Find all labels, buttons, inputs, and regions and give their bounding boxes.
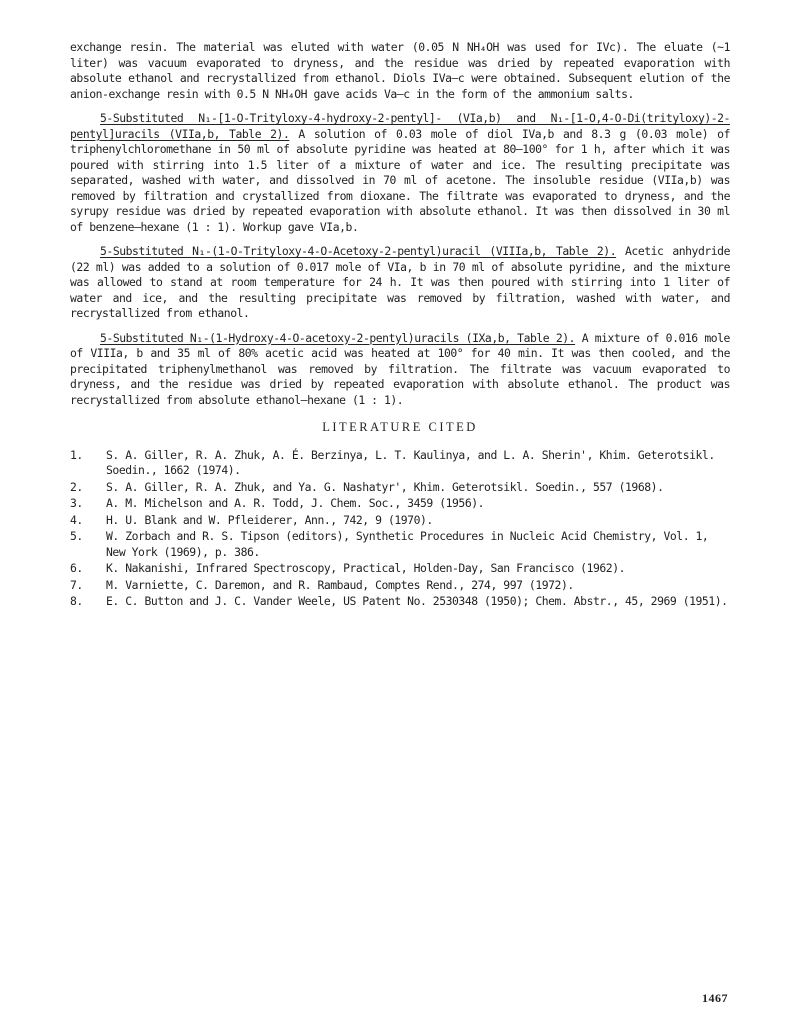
reference-number: 6. <box>70 561 83 575</box>
paragraph-continuation: exchange resin. The material was eluted with water (0.05 N NH₄OH was used for IVc). The eluate (~1 liter) was vacuum evaporated to dryness, and the residue was dried by repeated evaporation with absolute ethanol and recrystallized from ethanol. Diols IVa–c were obtained. Subsequent elution of the anion-exchange resin with 0.5 N NH₄OH gave acids Va–c in the form of the ammonium salts. <box>70 40 730 101</box>
reference-item <box>70 448 730 479</box>
procedure-title-vi-vii: 5-Substituted N₁-[1-O-Trityloxy-4-hydroxy-2-pentyl]- (VIa,b) and N₁-[1-O,4-O-Di(trityloxy)-2-pentyl]uracils (VIIa,b, Table 2). <box>70 111 730 141</box>
reference-number: 8. <box>70 594 83 608</box>
reference-item <box>70 578 730 594</box>
procedure-body-vi-vii: A solution of 0.03 mole of diol IVa,b and 8.3 g (0.03 mole) of triphenylchloromethane in 50 ml of absolute pyridine was heated at 80–100° for 1 h, after which it was poured with stirring into 1.5 liter of a mixture of water and ice. The resulting precipitate was separated, washed with water, and dissolved in 70 ml of acetone. The insoluble residue (VIIa,b) was removed by filtration and crystallized from dioxane. The filtrate was evaporated to dryness, and the syrupy residue was dried by repeated evaporation with absolute ethanol. It was then dissolved in 30 ml of benzene–hexane (1 : 1). Workup gave VIa,b. <box>70 126 730 234</box>
reference-text: S. A. Giller, R. A. Zhuk, and Ya. G. Nashatyr', Khim. Geterotsikl. Soedin., 557 (1968). <box>106 479 664 494</box>
reference-text: S. A. Giller, R. A. Zhuk, A. É. Berzinya, L. T. Kaulinya, and L. A. Sherin', Khim. Geterotsikl. Soedin., 1662 (1974). <box>106 447 715 477</box>
page-body <box>70 40 730 611</box>
reference-text: K. Nakanishi, Infrared Spectroscopy, Practical, Holden-Day, San Francisco (1962). <box>106 561 626 575</box>
paragraph-procedure-ix <box>70 331 730 409</box>
reference-number: 1. <box>70 447 83 462</box>
literature-cited-heading: LITERATURE CITED <box>322 420 478 434</box>
reference-text: H. U. Blank and W. Pfleiderer, Ann., 742, 9 (1970). <box>106 512 433 527</box>
reference-item <box>70 480 730 496</box>
reference-number: 7. <box>70 577 83 592</box>
reference-item <box>70 561 730 577</box>
reference-number: 2. <box>70 479 83 494</box>
reference-number: 4. <box>70 512 83 527</box>
procedure-body-viii: Acetic anhydride (22 ml) was added to a solution of 0.017 mole of VIa, b in 70 ml of absolute pyridine, and the mixture was allowed to stand at room temperature for 24 h. It was then poured with stirring into 1 liter of water and ice, and the resulting precipitate was removed by filtration, washed with water, and recrystallized from ethanol. <box>70 244 730 320</box>
paragraph-procedure-viii <box>70 244 730 322</box>
reference-list <box>70 448 730 610</box>
reference-text: E. C. Button and J. C. Vander Weele, US Patent No. 2530348 (1950); Chem. Abstr., 45, 2969 (1951). <box>106 594 728 608</box>
paragraph-procedure-vi-vii <box>70 111 730 235</box>
reference-item <box>70 529 730 560</box>
procedure-title-ix: 5-Substituted N₁-(1-Hydroxy-4-O-acetoxy-2-pentyl)uracils (IXa,b, Table 2). <box>100 330 576 345</box>
reference-item <box>70 496 730 512</box>
reference-item <box>70 513 730 529</box>
reference-text: W. Zorbach and R. S. Tipson (editors), Synthetic Procedures in Nucleic Acid Chemistry, Vol. 1, New York (1969), p. 386. <box>106 529 709 559</box>
reference-number: 5. <box>70 529 83 543</box>
procedure-title-viii: 5-Substituted N₁-(1-O-Trityloxy-4-O-Acetoxy-2-pentyl)uracil (VIIIa,b, Table 2). <box>100 244 617 258</box>
procedure-body-ix: A mixture of 0.016 mole of VIIIa, b and 35 ml of 80% acetic acid was heated at 100° for 40 min. It was then cooled, and the precipitated triphenylmethanol was removed by filtration. The filtrate was vacuum evaporated to dryness, and the residue was dried by repeated evaporation with absolute ethanol. The product was recrystallized from absolute ethanol–hexane (1 : 1). <box>70 330 730 407</box>
reference-text: M. Varniette, C. Daremon, and R. Rambaud, Comptes Rend., 274, 997 (1972). <box>106 577 574 592</box>
reference-item <box>70 594 730 610</box>
page-number: 1467 <box>702 991 728 1005</box>
reference-text: A. M. Michelson and A. R. Todd, J. Chem. Soc., 3459 (1956). <box>106 496 485 510</box>
reference-number: 3. <box>70 496 83 510</box>
